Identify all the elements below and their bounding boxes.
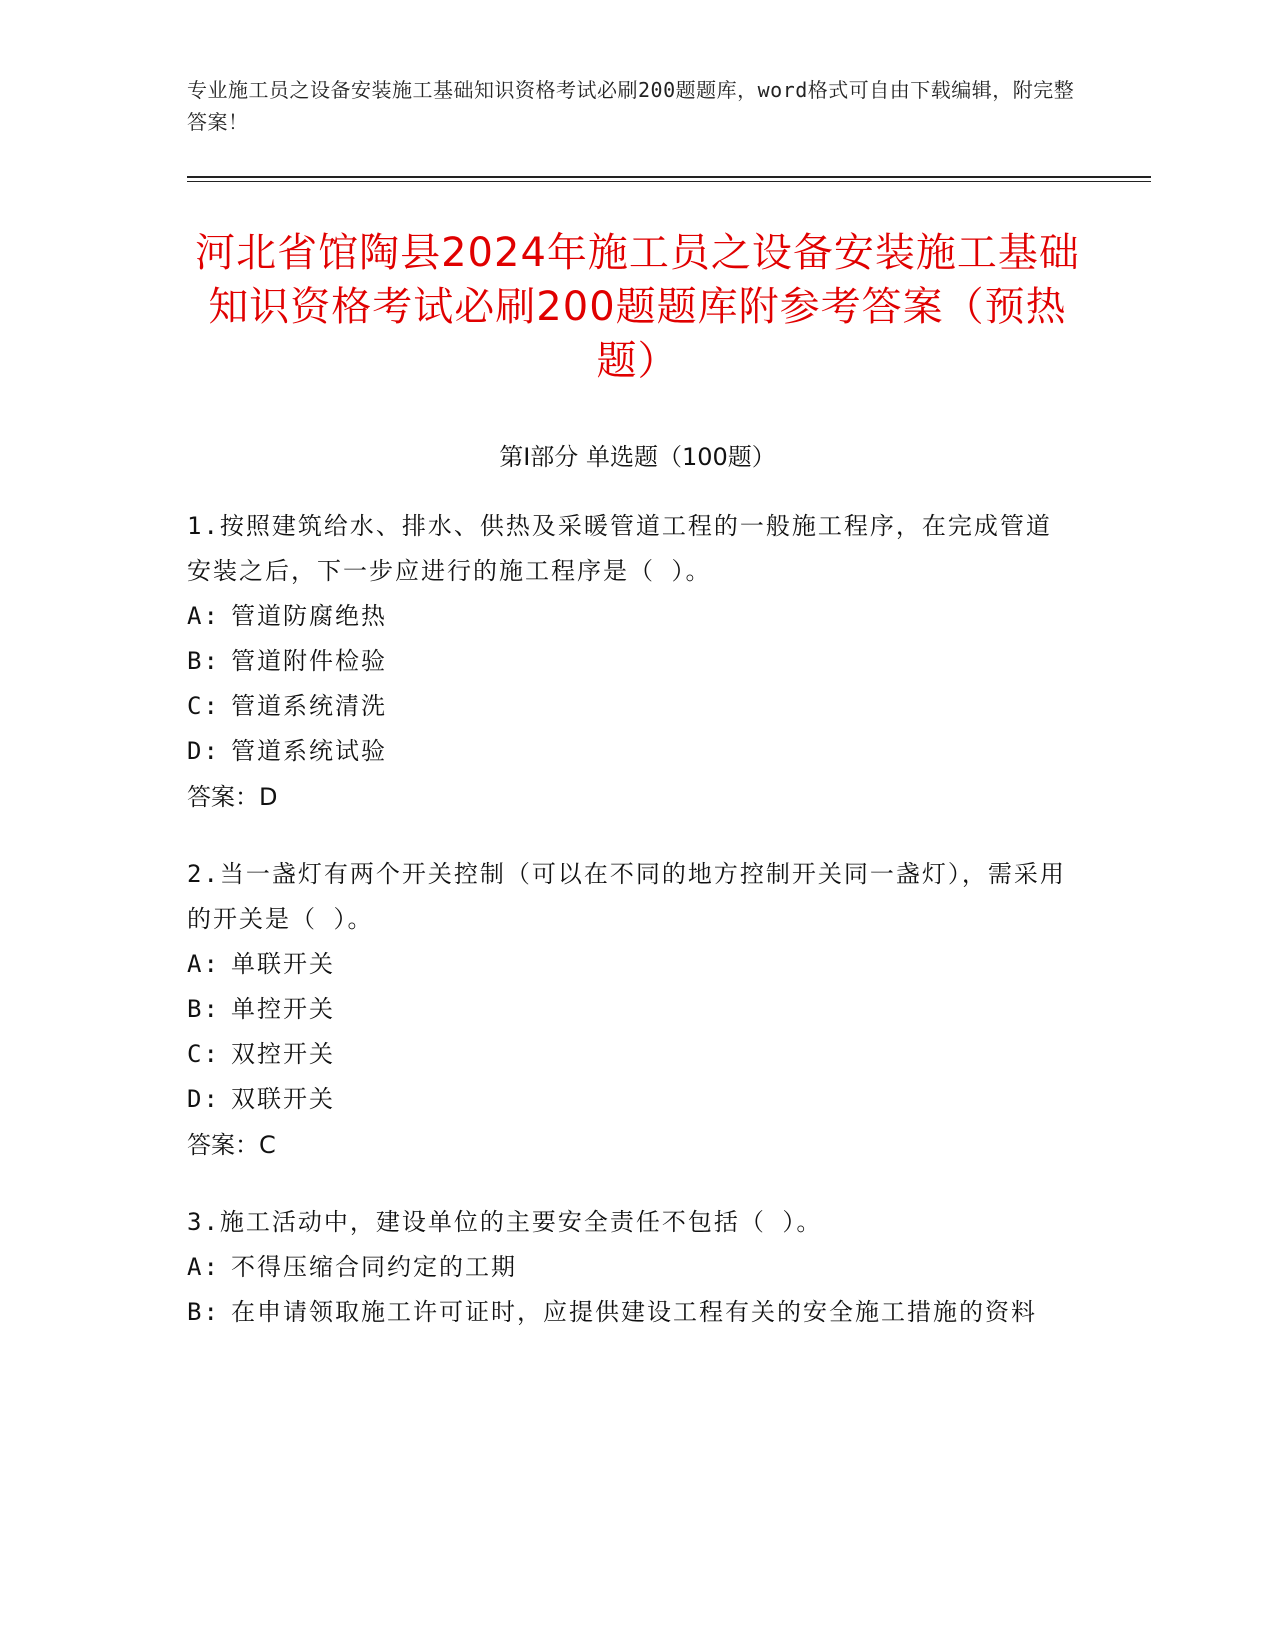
question-3 — [187, 1200, 1067, 1335]
section-heading: 第Ⅰ部分 单选题（100题） — [499, 443, 776, 471]
question-1-option-d — [187, 729, 1067, 774]
question-2-answer: 答案：C — [187, 1131, 276, 1159]
header-note: 专业施工员之设备安装施工基础知识资格考试必刷200题题库，word格式可自由下载编辑，附完整答案！ — [187, 78, 1075, 134]
question-3-option-a — [187, 1245, 1067, 1290]
option-text: 管道附件检验 — [231, 647, 387, 675]
option-key: C: — [187, 1040, 220, 1068]
question-2-option-d — [187, 1077, 1067, 1122]
question-3-option-b — [187, 1290, 1067, 1335]
option-key: B: — [187, 995, 220, 1023]
option-text: 在申请领取施工许可证时，应提供建设工程有关的安全施工措施的资料 — [231, 1298, 1037, 1326]
option-text: 管道系统试验 — [231, 737, 387, 765]
option-key: A: — [187, 1253, 220, 1281]
header-divider-thick — [187, 176, 1151, 178]
question-2-stem: 2.当一盏灯有两个开关控制（可以在不同的地方控制开关同一盏灯），需采用的开关是（ ）。 — [187, 860, 1066, 933]
option-text: 管道系统清洗 — [231, 692, 387, 720]
option-text: 管道防腐绝热 — [231, 602, 387, 630]
question-2 — [187, 852, 1067, 1168]
option-key: A: — [187, 950, 220, 978]
question-1-option-a — [187, 594, 1067, 639]
option-text: 双联开关 — [231, 1085, 335, 1113]
question-1-option-b — [187, 639, 1067, 684]
option-text: 单联开关 — [231, 950, 335, 978]
question-2-option-b — [187, 987, 1067, 1032]
question-3-stem: 3.施工活动中，建设单位的主要安全责任不包括（ ）。 — [187, 1208, 823, 1236]
question-1-stem: 1.按照建筑给水、排水、供热及采暖管道工程的一般施工程序，在完成管道安装之后，下一步应进行的施工程序是（ ）。 — [187, 512, 1052, 585]
question-2-option-a — [187, 942, 1067, 987]
question-1-option-c — [187, 684, 1067, 729]
option-key: B: — [187, 1298, 220, 1326]
header-divider-thin — [187, 181, 1151, 182]
option-key: B: — [187, 647, 220, 675]
option-text: 单控开关 — [231, 995, 335, 1023]
document-title: 河北省馆陶县2024年施工员之设备安装施工基础知识资格考试必刷200题题库附参考答案（预热题） — [195, 230, 1080, 384]
option-key: A: — [187, 602, 220, 630]
option-text: 双控开关 — [231, 1040, 335, 1068]
question-2-option-c — [187, 1032, 1067, 1077]
option-key: D: — [187, 737, 220, 765]
option-key: C: — [187, 692, 220, 720]
option-key: D: — [187, 1085, 220, 1113]
question-1-answer: 答案：D — [187, 783, 278, 811]
option-text: 不得压缩合同约定的工期 — [231, 1253, 517, 1281]
question-1 — [187, 504, 1067, 820]
